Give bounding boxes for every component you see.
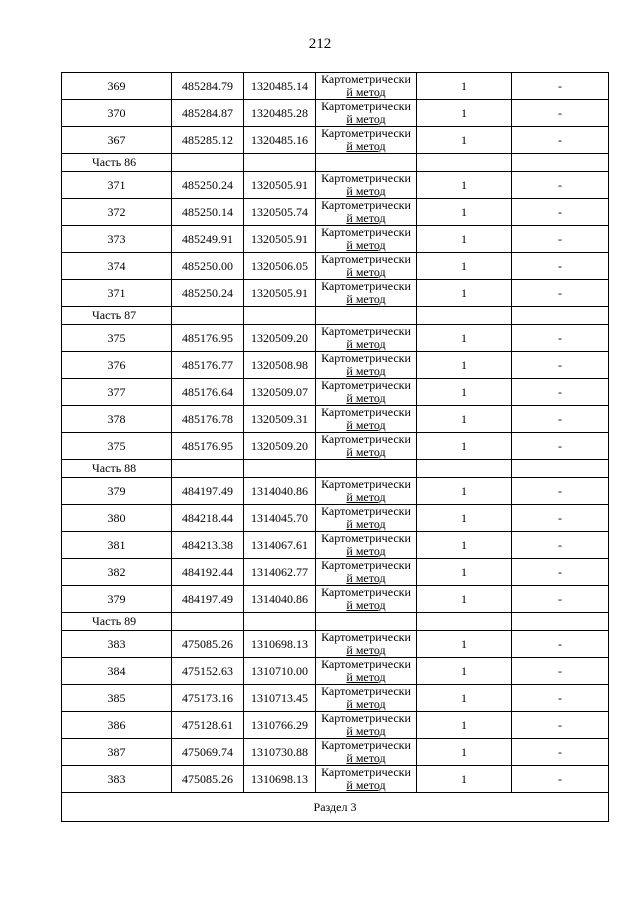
coord-x: 485250.24: [172, 172, 244, 199]
method-line-2: й метод: [346, 544, 386, 558]
accuracy: 1: [417, 127, 512, 154]
method-cell: [316, 100, 417, 127]
coord-x: 485176.77: [172, 352, 244, 379]
method-cell: [316, 379, 417, 406]
coord-y: 1320505.91: [244, 172, 316, 199]
method-line-2: й метод: [346, 598, 386, 612]
empty-cell: [512, 307, 609, 325]
accuracy: 1: [417, 658, 512, 685]
method-line-2: й метод: [346, 778, 386, 792]
part-heading-row: [62, 613, 609, 631]
description: -: [512, 478, 609, 505]
description: -: [512, 352, 609, 379]
empty-cell: [172, 307, 244, 325]
table-row: [62, 379, 609, 406]
part-label: Часть 88: [62, 460, 172, 478]
table-row: [62, 739, 609, 766]
empty-cell: [172, 613, 244, 631]
coord-x: 485250.24: [172, 280, 244, 307]
description: -: [512, 712, 609, 739]
accuracy: 1: [417, 685, 512, 712]
description: -: [512, 766, 609, 793]
accuracy: 1: [417, 406, 512, 433]
accuracy: 1: [417, 325, 512, 352]
method-cell: [316, 559, 417, 586]
table-row: [62, 433, 609, 460]
coord-y: 1320506.05: [244, 253, 316, 280]
coord-x: 485176.95: [172, 433, 244, 460]
table-row: [62, 226, 609, 253]
coord-y: 1320485.14: [244, 73, 316, 100]
table-row: [62, 127, 609, 154]
coord-y: 1320509.20: [244, 325, 316, 352]
point-number: 379: [62, 586, 172, 613]
description: -: [512, 586, 609, 613]
method-line-2: й метод: [346, 265, 386, 279]
method-line-1: Картометрически: [321, 432, 411, 446]
description: -: [512, 100, 609, 127]
accuracy: 1: [417, 739, 512, 766]
method-line-1: Картометрически: [321, 198, 411, 212]
empty-cell: [244, 460, 316, 478]
coord-x: 475128.61: [172, 712, 244, 739]
table-row: [62, 658, 609, 685]
method-line-1: Картометрически: [321, 711, 411, 725]
coord-x: 484213.38: [172, 532, 244, 559]
coord-y: 1310710.00: [244, 658, 316, 685]
table-row: [62, 586, 609, 613]
method-cell: [316, 766, 417, 793]
point-number: 382: [62, 559, 172, 586]
accuracy: 1: [417, 433, 512, 460]
coordinates-table: [61, 72, 609, 822]
table-row: [62, 73, 609, 100]
table-row: [62, 505, 609, 532]
coordinates-table-body: [62, 73, 609, 822]
point-number: 371: [62, 280, 172, 307]
empty-cell: [417, 613, 512, 631]
description: -: [512, 532, 609, 559]
method-line-2: й метод: [346, 445, 386, 459]
table-row: [62, 685, 609, 712]
part-heading-row: [62, 460, 609, 478]
method-cell: [316, 505, 417, 532]
method-cell: [316, 433, 417, 460]
empty-cell: [512, 613, 609, 631]
method-line-2: й метод: [346, 292, 386, 306]
accuracy: 1: [417, 505, 512, 532]
accuracy: 1: [417, 253, 512, 280]
table-row: [62, 712, 609, 739]
method-cell: [316, 280, 417, 307]
method-cell: [316, 739, 417, 766]
method-line-1: Картометрически: [321, 99, 411, 113]
coord-y: 1320509.07: [244, 379, 316, 406]
table-row: [62, 325, 609, 352]
coord-y: 1320485.28: [244, 100, 316, 127]
method-line-1: Картометрически: [321, 630, 411, 644]
method-line-1: Картометрически: [321, 405, 411, 419]
method-line-2: й метод: [346, 670, 386, 684]
point-number: 386: [62, 712, 172, 739]
coord-x: 475173.16: [172, 685, 244, 712]
accuracy: 1: [417, 586, 512, 613]
point-number: 383: [62, 631, 172, 658]
page-number: 212: [308, 36, 332, 52]
method-line-2: й метод: [346, 211, 386, 225]
table-row: [62, 559, 609, 586]
method-line-1: Картометрически: [321, 225, 411, 239]
description: -: [512, 631, 609, 658]
table-row: [62, 766, 609, 793]
coord-y: 1310730.88: [244, 739, 316, 766]
coord-x: 485249.91: [172, 226, 244, 253]
method-line-1: Картометрически: [321, 378, 411, 392]
method-line-2: й метод: [346, 139, 386, 153]
description: -: [512, 172, 609, 199]
method-line-2: й метод: [346, 418, 386, 432]
method-cell: [316, 658, 417, 685]
empty-cell: [417, 154, 512, 172]
point-number: 374: [62, 253, 172, 280]
point-number: 370: [62, 100, 172, 127]
description: -: [512, 685, 609, 712]
empty-cell: [316, 613, 417, 631]
coord-y: 1310766.29: [244, 712, 316, 739]
point-number: 372: [62, 199, 172, 226]
empty-cell: [244, 613, 316, 631]
table-row: [62, 172, 609, 199]
coord-y: 1314040.86: [244, 478, 316, 505]
coord-y: 1320505.74: [244, 199, 316, 226]
description: -: [512, 73, 609, 100]
description: -: [512, 379, 609, 406]
coord-x: 484197.49: [172, 478, 244, 505]
accuracy: 1: [417, 478, 512, 505]
coord-y: 1314062.77: [244, 559, 316, 586]
table-row: [62, 280, 609, 307]
empty-cell: [172, 154, 244, 172]
method-cell: [316, 127, 417, 154]
coord-x: 485176.64: [172, 379, 244, 406]
description: -: [512, 433, 609, 460]
coord-x: 475085.26: [172, 766, 244, 793]
coord-y: 1320509.20: [244, 433, 316, 460]
method-line-1: Картометрически: [321, 72, 411, 86]
point-number: 367: [62, 127, 172, 154]
accuracy: 1: [417, 172, 512, 199]
method-cell: [316, 253, 417, 280]
coord-x: 485176.95: [172, 325, 244, 352]
table-row: [62, 532, 609, 559]
empty-cell: [244, 154, 316, 172]
empty-cell: [244, 307, 316, 325]
method-line-1: Картометрически: [321, 684, 411, 698]
method-line-2: й метод: [346, 112, 386, 126]
part-label: Часть 87: [62, 307, 172, 325]
method-line-2: й метод: [346, 697, 386, 711]
point-number: 376: [62, 352, 172, 379]
method-line-2: й метод: [346, 364, 386, 378]
method-line-2: й метод: [346, 337, 386, 351]
coord-y: 1314045.70: [244, 505, 316, 532]
description: -: [512, 280, 609, 307]
coord-y: 1320505.91: [244, 226, 316, 253]
description: -: [512, 559, 609, 586]
part-label: Часть 89: [62, 613, 172, 631]
method-line-2: й метод: [346, 751, 386, 765]
coord-y: 1320508.98: [244, 352, 316, 379]
method-line-2: й метод: [346, 517, 386, 531]
method-line-1: Картометрически: [321, 126, 411, 140]
method-line-1: Картометрически: [321, 252, 411, 266]
description: -: [512, 127, 609, 154]
method-line-1: Картометрически: [321, 279, 411, 293]
method-cell: [316, 478, 417, 505]
point-number: 378: [62, 406, 172, 433]
coord-x: 484192.44: [172, 559, 244, 586]
method-cell: [316, 532, 417, 559]
coord-x: 475069.74: [172, 739, 244, 766]
method-cell: [316, 226, 417, 253]
point-number: 377: [62, 379, 172, 406]
accuracy: 1: [417, 379, 512, 406]
method-cell: [316, 172, 417, 199]
accuracy: 1: [417, 631, 512, 658]
description: -: [512, 253, 609, 280]
method-line-1: Картометрически: [321, 171, 411, 185]
method-cell: [316, 586, 417, 613]
empty-cell: [417, 460, 512, 478]
point-number: 385: [62, 685, 172, 712]
method-line-1: Картометрически: [321, 738, 411, 752]
accuracy: 1: [417, 352, 512, 379]
description: -: [512, 226, 609, 253]
table-row: [62, 199, 609, 226]
method-cell: [316, 685, 417, 712]
accuracy: 1: [417, 73, 512, 100]
accuracy: 1: [417, 280, 512, 307]
method-line-2: й метод: [346, 85, 386, 99]
method-line-2: й метод: [346, 238, 386, 252]
method-line-2: й метод: [346, 391, 386, 405]
point-number: 369: [62, 73, 172, 100]
method-cell: [316, 631, 417, 658]
coord-y: 1320485.16: [244, 127, 316, 154]
method-line-1: Картометрически: [321, 477, 411, 491]
method-line-1: Картометрически: [321, 531, 411, 545]
method-line-1: Картометрически: [321, 765, 411, 779]
table-row: [62, 631, 609, 658]
coord-y: 1310698.13: [244, 631, 316, 658]
coord-x: 485285.12: [172, 127, 244, 154]
accuracy: 1: [417, 559, 512, 586]
point-number: 375: [62, 433, 172, 460]
empty-cell: [512, 154, 609, 172]
point-number: 383: [62, 766, 172, 793]
point-number: 371: [62, 172, 172, 199]
method-cell: [316, 712, 417, 739]
accuracy: 1: [417, 199, 512, 226]
point-number: 387: [62, 739, 172, 766]
empty-cell: [316, 154, 417, 172]
point-number: 380: [62, 505, 172, 532]
method-cell: [316, 73, 417, 100]
description: -: [512, 325, 609, 352]
part-heading-row: [62, 154, 609, 172]
coord-x: 475085.26: [172, 631, 244, 658]
method-cell: [316, 406, 417, 433]
method-line-2: й метод: [346, 490, 386, 504]
coord-x: 485250.00: [172, 253, 244, 280]
description: -: [512, 505, 609, 532]
point-number: 373: [62, 226, 172, 253]
method-line-2: й метод: [346, 571, 386, 585]
coord-x: 484197.49: [172, 586, 244, 613]
empty-cell: [316, 460, 417, 478]
method-line-2: й метод: [346, 643, 386, 657]
empty-cell: [316, 307, 417, 325]
method-line-1: Картометрически: [321, 657, 411, 671]
method-line-1: Картометрически: [321, 504, 411, 518]
method-line-2: й метод: [346, 184, 386, 198]
method-line-1: Картометрически: [321, 585, 411, 599]
coord-y: 1320509.31: [244, 406, 316, 433]
coord-y: 1310713.45: [244, 685, 316, 712]
coord-x: 485284.79: [172, 73, 244, 100]
method-line-1: Картометрически: [321, 558, 411, 572]
accuracy: 1: [417, 100, 512, 127]
coord-y: 1314040.86: [244, 586, 316, 613]
table-row: [62, 406, 609, 433]
section-title: Раздел 3: [62, 793, 609, 822]
description: -: [512, 739, 609, 766]
coord-x: 484218.44: [172, 505, 244, 532]
method-line-1: Картометрически: [321, 324, 411, 338]
table-row: [62, 100, 609, 127]
table-row: [62, 352, 609, 379]
method-cell: [316, 199, 417, 226]
empty-cell: [172, 460, 244, 478]
accuracy: 1: [417, 226, 512, 253]
method-cell: [316, 352, 417, 379]
point-number: 381: [62, 532, 172, 559]
description: -: [512, 406, 609, 433]
empty-cell: [417, 307, 512, 325]
point-number: 375: [62, 325, 172, 352]
empty-cell: [512, 460, 609, 478]
accuracy: 1: [417, 766, 512, 793]
part-heading-row: [62, 307, 609, 325]
coord-x: 475152.63: [172, 658, 244, 685]
coord-y: 1320505.91: [244, 280, 316, 307]
description: -: [512, 658, 609, 685]
method-line-2: й метод: [346, 724, 386, 738]
coord-x: 485250.14: [172, 199, 244, 226]
method-line-1: Картометрически: [321, 351, 411, 365]
coord-x: 485176.78: [172, 406, 244, 433]
table-row: [62, 253, 609, 280]
section-row: [62, 793, 609, 822]
part-label: Часть 86: [62, 154, 172, 172]
accuracy: 1: [417, 532, 512, 559]
coord-x: 485284.87: [172, 100, 244, 127]
point-number: 379: [62, 478, 172, 505]
coord-y: 1310698.13: [244, 766, 316, 793]
description: -: [512, 199, 609, 226]
method-cell: [316, 325, 417, 352]
point-number: 384: [62, 658, 172, 685]
coord-y: 1314067.61: [244, 532, 316, 559]
accuracy: 1: [417, 712, 512, 739]
table-row: [62, 478, 609, 505]
